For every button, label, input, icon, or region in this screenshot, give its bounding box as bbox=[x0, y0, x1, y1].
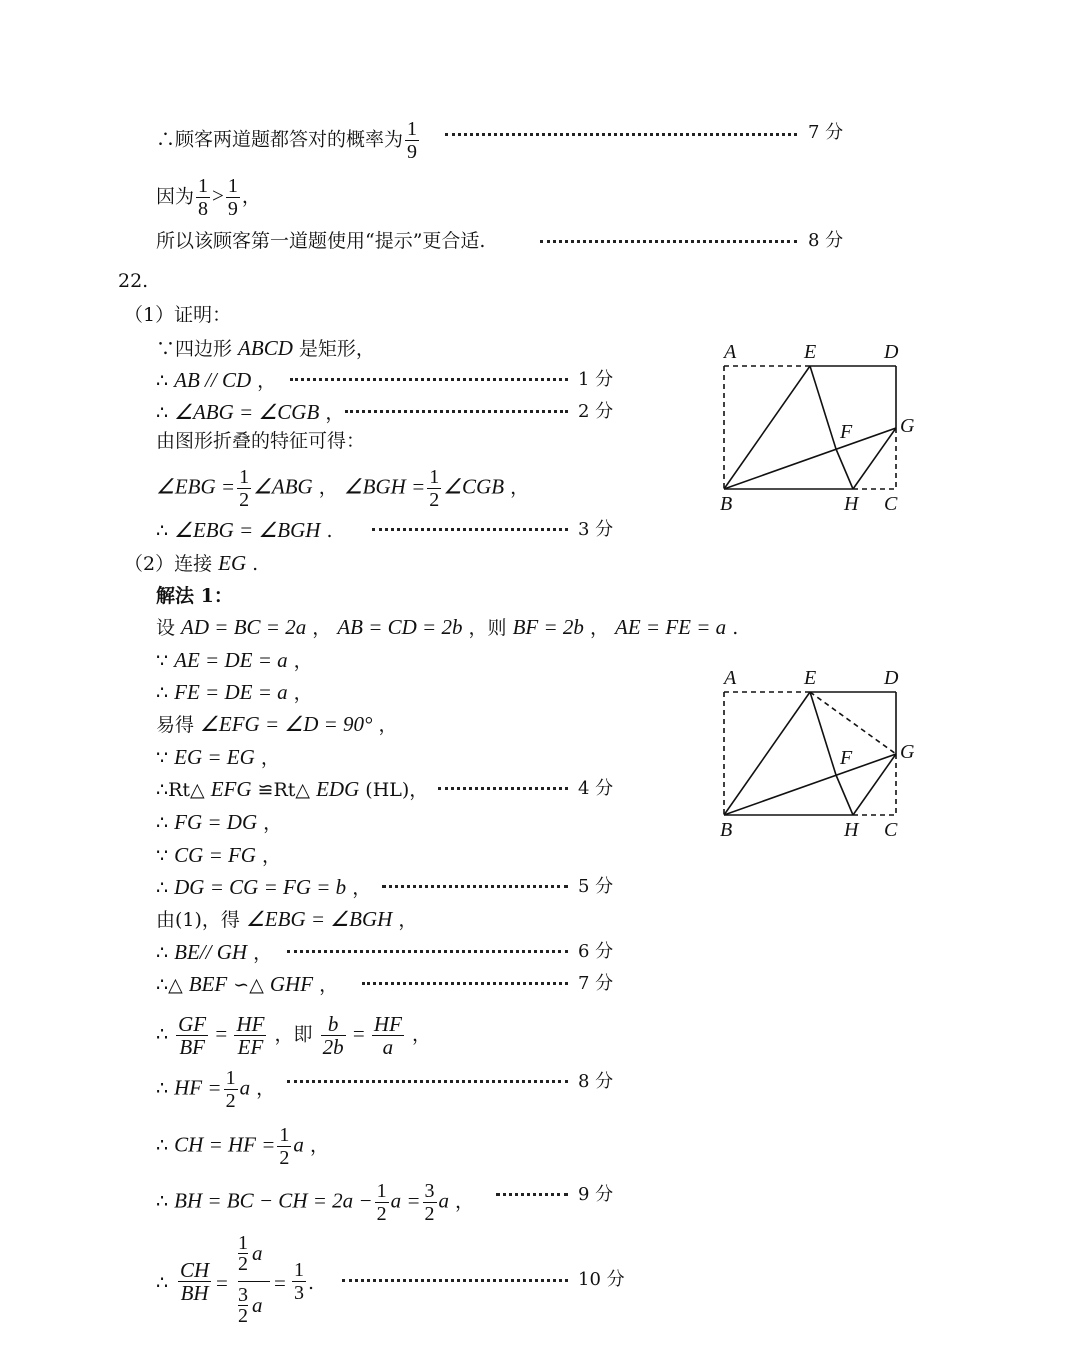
label-E: E bbox=[804, 341, 817, 363]
label-H: H bbox=[844, 819, 859, 841]
solution-line: ∴ HF = $\frac{1}{2}$ a ， bbox=[156, 1067, 276, 1112]
score-label: 5 分 bbox=[578, 876, 614, 897]
score-label: 6 分 bbox=[578, 941, 614, 962]
label-C: C bbox=[884, 493, 898, 515]
proof-line: ∵四边形 ABCD 是矩形， bbox=[156, 336, 375, 360]
problem-number: 22. bbox=[118, 270, 149, 292]
proof-line: ∴ ∠ABG = ∠CGB ， bbox=[156, 400, 345, 424]
proof-line: 由图形折叠的特征可得： bbox=[156, 430, 366, 452]
solution-line: 由(1)，得 ∠EBG = ∠BGH ， bbox=[156, 907, 418, 931]
proof-line: ∴ AB // CD ， bbox=[156, 368, 277, 392]
label-F: F bbox=[840, 747, 853, 769]
comparison-line: 因为 $\frac{1}{8}$ > $\frac{1}{9}$ ， bbox=[156, 175, 261, 220]
solution-line: ∴ FE = DE = a ， bbox=[156, 680, 313, 704]
dotted-leader bbox=[342, 1279, 568, 1282]
segment-FH bbox=[836, 775, 853, 815]
dotted-leader bbox=[382, 885, 568, 888]
solution-line: ∵ EG = EG ， bbox=[156, 745, 280, 769]
score-label: 7 分 bbox=[578, 973, 614, 994]
segment-BE bbox=[724, 692, 810, 815]
solution-line: ∵ AE = DE = a ， bbox=[156, 648, 313, 672]
segment-HG bbox=[853, 428, 896, 489]
dotted-leader bbox=[345, 410, 568, 413]
part2-heading: （2）连接 EG . bbox=[124, 551, 259, 575]
label-F: F bbox=[840, 421, 853, 443]
label-B: B bbox=[720, 493, 733, 515]
solution-line: ∴ FG = DG ， bbox=[156, 810, 283, 834]
dotted-leader bbox=[287, 1080, 568, 1083]
dotted-leader bbox=[540, 240, 797, 243]
label-A: A bbox=[724, 667, 737, 689]
solution-line: ∴ $\frac{GF}{BF}$ = $\frac{HF}{EF}$ ，即 $\frac{b}{2b}$ = $\frac{HF}{a}$ ， bbox=[156, 1012, 431, 1059]
segment-BE bbox=[724, 366, 810, 489]
proof-line: ∴ ∠EBG = ∠BGH . bbox=[156, 518, 333, 542]
label-D: D bbox=[884, 667, 899, 689]
segment-BG bbox=[724, 428, 896, 489]
label-A: A bbox=[724, 341, 737, 363]
score-label: 4 分 bbox=[578, 778, 614, 799]
dotted-leader bbox=[372, 528, 568, 531]
conclusion-line: 所以该顾客第一道题使用“提示”更合适. bbox=[156, 230, 486, 252]
method-heading: 解法 1： bbox=[156, 585, 233, 607]
solution-line: ∵ CG = FG ， bbox=[156, 843, 282, 867]
solution-line: ∴ CH = HF = $\frac{1}{2}$ a ， bbox=[156, 1124, 329, 1169]
dotted-leader bbox=[496, 1193, 568, 1196]
geometry-figure-2 bbox=[710, 664, 930, 844]
label-G: G bbox=[900, 415, 915, 437]
solution-line: ∴△ BEF ∽△ GHF ， bbox=[156, 972, 339, 996]
score-label: 8 分 bbox=[808, 230, 844, 251]
complex-fraction: 1 2 a 3 2 a bbox=[238, 1233, 272, 1333]
dotted-leader bbox=[290, 378, 568, 381]
label-C: C bbox=[884, 819, 898, 841]
score-label: 1 分 bbox=[578, 369, 614, 390]
segment-HG bbox=[853, 754, 896, 815]
score-label: 2 分 bbox=[578, 401, 614, 422]
segment-BG bbox=[724, 754, 896, 815]
dotted-leader bbox=[445, 133, 797, 136]
solution-line: ∴ BE// GH ， bbox=[156, 940, 273, 964]
label-B: B bbox=[720, 819, 733, 841]
solution-line: 设 AD = BC = 2a ， AB = CD = 2b ，则 BF = 2b ， AE = FE = a . bbox=[156, 615, 739, 639]
proof-line: ∠EBG = $\frac{1}{2}$ ∠ABG ， ∠BGH = $\frac{1}{2}$ ∠CGB ， bbox=[156, 466, 530, 511]
segment-EF bbox=[810, 366, 836, 449]
segment-FH bbox=[836, 449, 853, 489]
solution-line: 易得 ∠EFG = ∠D = 90° ， bbox=[156, 712, 398, 736]
score-label: 7 分 bbox=[808, 122, 844, 143]
fraction: $\frac{1}{9}$ bbox=[407, 118, 418, 163]
score-label: 10 分 bbox=[578, 1269, 625, 1290]
probability-line: ∴顾客两道题都答对的概率为 $\frac{1}{9}$ bbox=[156, 118, 418, 163]
label-E: E bbox=[804, 667, 817, 689]
segment-EF bbox=[810, 692, 836, 775]
solution-line: ∴ BH = BC − CH = 2a − $\frac{1}{2}$ a = $\frac{3}{2}$ a ， bbox=[156, 1180, 475, 1225]
geometry-figure-1 bbox=[710, 338, 930, 518]
solution-line: ∴ DG = CG = FG = b ， bbox=[156, 875, 372, 899]
part1-heading: （1）证明： bbox=[124, 304, 232, 326]
dotted-leader bbox=[362, 982, 568, 985]
label-H: H bbox=[844, 493, 859, 515]
solution-line: ∴Rt△ EFG ≌Rt△ EDG (HL)， bbox=[156, 777, 429, 801]
score-label: 3 分 bbox=[578, 519, 614, 540]
score-label: 9 分 bbox=[578, 1184, 614, 1205]
dotted-leader bbox=[438, 787, 568, 790]
score-label: 8 分 bbox=[578, 1071, 614, 1092]
dotted-leader bbox=[287, 950, 568, 953]
segment-EG bbox=[810, 692, 896, 754]
label-G: G bbox=[900, 741, 915, 763]
label-D: D bbox=[884, 341, 899, 363]
